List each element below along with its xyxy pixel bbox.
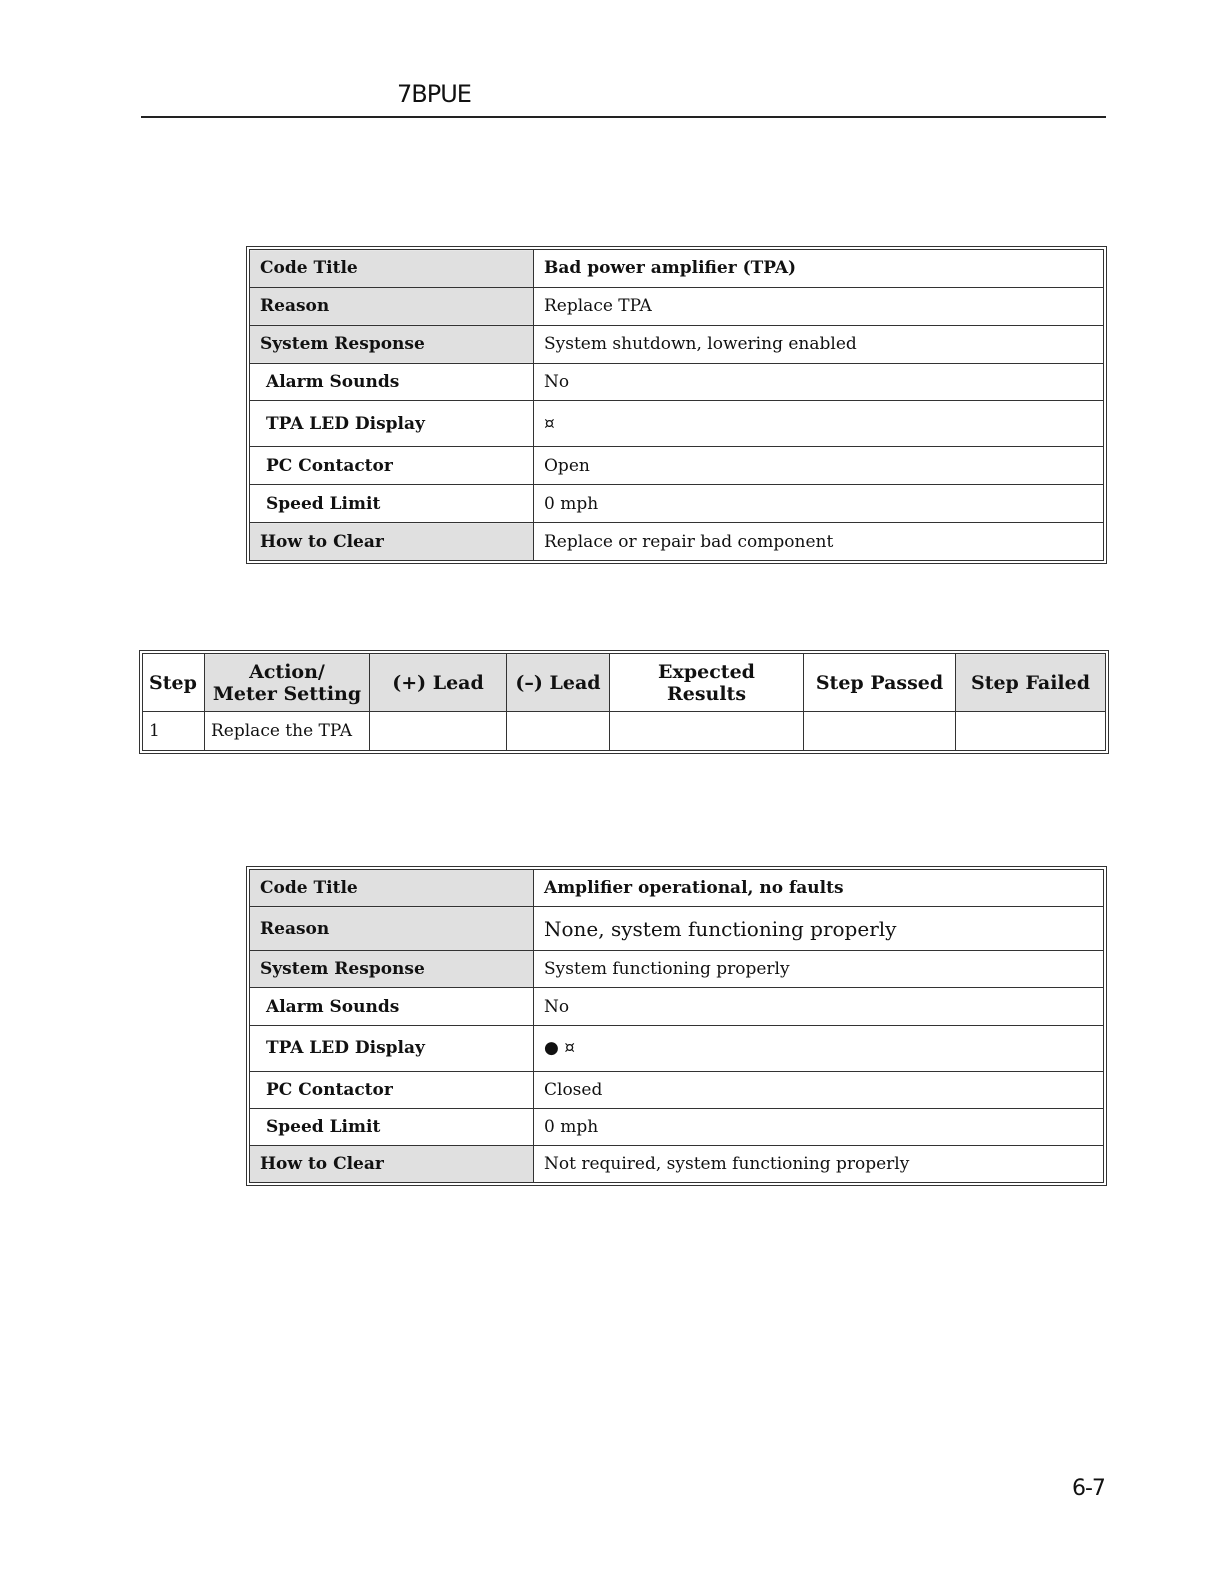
row-label: Speed Limit [250, 1108, 534, 1145]
code-table-2 [246, 866, 1107, 1186]
row-value: System functioning properly [534, 951, 1104, 988]
row-label: Speed Limit [250, 485, 534, 523]
row-label: Code Title [250, 250, 534, 288]
table-row [250, 907, 1104, 951]
page-number: 6-7 [1072, 1476, 1105, 1501]
cell-expected [610, 712, 804, 751]
col-header-step: Step [143, 654, 205, 712]
col-header-action-line2: Meter Setting [212, 682, 362, 705]
row-label: PC Contactor [250, 447, 534, 485]
table-row [250, 325, 1104, 363]
cell-action: Replace the TPA [205, 712, 370, 751]
row-value: None, system functioning properly [534, 907, 1104, 951]
row-label: Code Title [250, 870, 534, 907]
cell-minus-lead [507, 712, 610, 751]
row-value: System shutdown, lowering enabled [534, 325, 1104, 363]
table-row [143, 712, 1106, 751]
table-header-row [143, 654, 1106, 712]
col-header-action [205, 654, 370, 712]
cell-plus-lead [370, 712, 507, 751]
col-header-action-line1: Action/ [249, 660, 325, 683]
row-value: Open [534, 447, 1104, 485]
row-label: System Response [250, 951, 534, 988]
row-label: How to Clear [250, 523, 534, 561]
row-label: TPA LED Display [250, 1025, 534, 1071]
table-row [250, 250, 1104, 288]
row-value: Bad power amplifier (TPA) [534, 250, 1104, 288]
table-row [250, 1071, 1104, 1108]
col-header-minus-lead: (–) Lead [507, 654, 610, 712]
row-label: System Response [250, 325, 534, 363]
row-value: Closed [534, 1071, 1104, 1108]
row-value: No [534, 988, 1104, 1025]
troubleshooting-steps-table [139, 650, 1109, 754]
col-header-expected-results: Expected Results [610, 654, 804, 712]
tpa-led-display-icon: ● ¤ [534, 1025, 1104, 1071]
col-header-step-passed: Step Passed [804, 654, 956, 712]
row-label: PC Contactor [250, 1071, 534, 1108]
code-table-1 [246, 246, 1107, 564]
table-row [250, 951, 1104, 988]
header-rule [141, 116, 1106, 118]
row-value: Amplifier operational, no faults [534, 870, 1104, 907]
row-value: 0 mph [534, 1108, 1104, 1145]
col-header-plus-lead: (+) Lead [370, 654, 507, 712]
row-label: Alarm Sounds [250, 988, 534, 1025]
row-label: Reason [250, 907, 534, 951]
table-row [250, 988, 1104, 1025]
page-header-title: 7BPUE [397, 80, 471, 108]
row-label: TPA LED Display [250, 401, 534, 447]
table-row [250, 485, 1104, 523]
row-value: Replace TPA [534, 287, 1104, 325]
row-value: No [534, 363, 1104, 401]
row-label: How to Clear [250, 1145, 534, 1182]
tpa-led-display-icon: ¤ [534, 401, 1104, 447]
cell-step: 1 [143, 712, 205, 751]
row-label: Alarm Sounds [250, 363, 534, 401]
table-row [250, 363, 1104, 401]
cell-failed [956, 712, 1106, 751]
table-row [250, 870, 1104, 907]
table-row [250, 1145, 1104, 1182]
row-value: Not required, system functioning properly [534, 1145, 1104, 1182]
cell-passed [804, 712, 956, 751]
row-label: Reason [250, 287, 534, 325]
row-value: 0 mph [534, 485, 1104, 523]
row-value: Replace or repair bad component [534, 523, 1104, 561]
table-row [250, 287, 1104, 325]
table-row [250, 1108, 1104, 1145]
table-row [250, 401, 1104, 447]
table-row [250, 1025, 1104, 1071]
table-row [250, 523, 1104, 561]
table-row [250, 447, 1104, 485]
col-header-step-failed: Step Failed [956, 654, 1106, 712]
